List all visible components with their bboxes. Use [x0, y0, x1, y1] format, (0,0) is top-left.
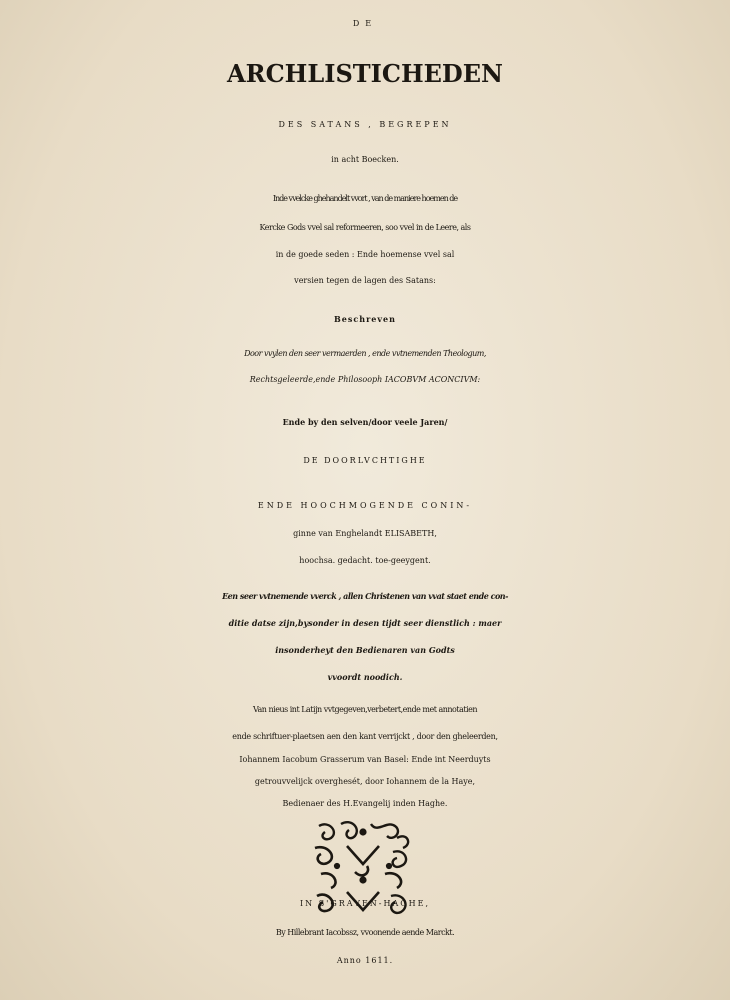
author-line-1: Door vvylen den seer vermaerden , ende vvtnemenden Theologum,: [244, 349, 486, 358]
author-line-2: Rechtsgeleerde,ende Philosooph IACOBVM ACONCIVM:: [249, 375, 481, 384]
desc-line-2: Kercke Gods vvel sal reformeeren, soo vvel in de Leere, als: [259, 223, 471, 232]
praise-line-4: vvoordt noodich.: [327, 672, 403, 682]
main-title: ARCHLISTICHEDEN: [227, 59, 503, 88]
queen-title-1: DE DOORLVCHTIGHE: [303, 456, 427, 465]
edition-line-1: Van nieus int Latijn vvtgegeven,verbetert,ende met annotatien: [252, 705, 478, 714]
title-de: DE: [352, 19, 378, 28]
desc-line-1: Inde vvelcke ghehandelt vvort , van de maniere hoemen de: [272, 194, 458, 203]
edition-line-3: Iohannem Iacobum Grasserum van Basel: Ende int Neerduyts: [239, 755, 491, 764]
imprint-printer: By Hillebrant Iacobssz, vvoonende aende Marckt.: [275, 928, 455, 937]
praise-line-2: ditie datse zijn,bysonder in desen tijdt seer dienstlich : maer: [228, 618, 502, 628]
title-line-boecken: in acht Boecken.: [331, 155, 399, 164]
beschreven: Beschreven: [334, 314, 396, 324]
queen-name-line: ginne van Enghelandt ELISABETH,: [293, 529, 437, 538]
queen-dedication-line: hoochsa. gedacht. toe-geeygent.: [299, 556, 431, 565]
imprint-place: IN S'GRAVEN-HAGHE,: [300, 899, 430, 908]
edition-line-4: getrouvvelijck overghesét, door Iohannem de la Haye,: [254, 777, 476, 786]
imprint-year: Anno 1611.: [336, 956, 394, 965]
dedication-line: Ende by den selven/door veele Jaren/: [282, 417, 448, 427]
desc-line-4: versien tegen de lagen des Satans:: [294, 276, 436, 285]
edition-line-5: Bedienaer des H.Evangelij inden Haghe.: [282, 799, 448, 808]
praise-line-3: insonderheyt den Bedienaren van Godts: [275, 645, 455, 655]
desc-line-3: in de goede seden : Ende hoemense vvel sal: [275, 250, 455, 259]
title-line-satans: DES SATANS , BEGREPEN: [278, 120, 452, 129]
edition-line-2: ende schriftuer-plaetsen aen den kant verrijckt , door den gheleerden,: [232, 732, 498, 741]
praise-line-1: Een seer vvtnemende vverck , allen Christenen van vvat staet ende con-: [222, 591, 508, 601]
queen-title-2: ENDE HOOCHMOGENDE CONIN-: [257, 501, 473, 510]
